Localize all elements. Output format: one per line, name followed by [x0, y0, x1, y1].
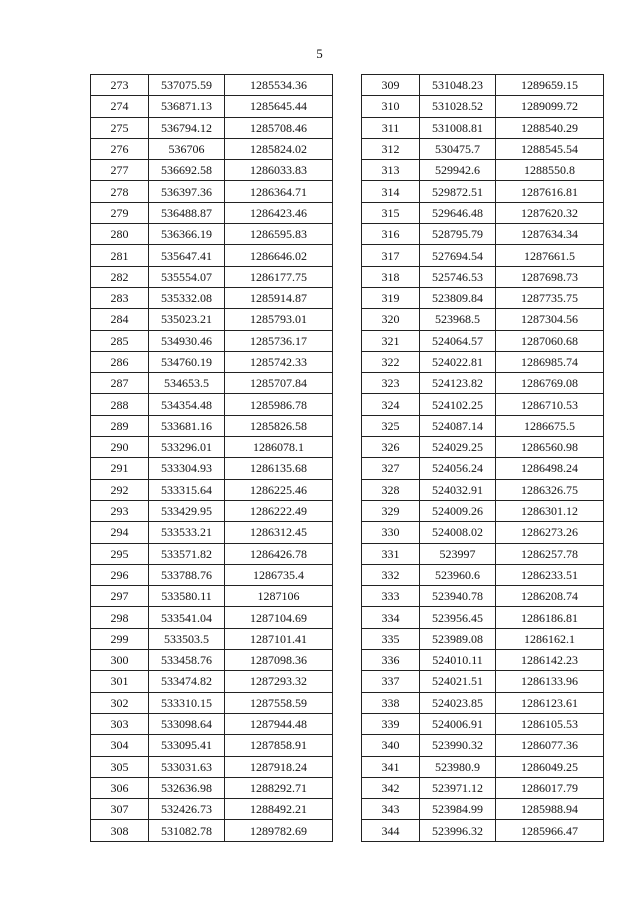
y-coordinate-cell: 1285793.01	[225, 309, 333, 330]
table-row	[91, 692, 333, 713]
y-coordinate-cell: 1288292.71	[225, 777, 333, 798]
table-row	[91, 820, 333, 841]
x-coordinate-cell: 527694.54	[420, 245, 496, 266]
table-row	[91, 756, 333, 777]
point-number-cell: 282	[91, 266, 149, 287]
point-number-cell: 336	[362, 650, 420, 671]
x-coordinate-cell: 533571.82	[149, 543, 225, 564]
x-coordinate-cell: 523984.99	[420, 799, 496, 820]
point-number-cell: 323	[362, 373, 420, 394]
x-coordinate-cell: 533315.64	[149, 479, 225, 500]
table-row	[362, 500, 604, 521]
x-coordinate-cell: 533474.82	[149, 671, 225, 692]
y-coordinate-cell: 1287558.59	[225, 692, 333, 713]
y-coordinate-cell: 1286769.08	[496, 373, 604, 394]
table-row	[91, 245, 333, 266]
y-coordinate-cell: 1286426.78	[225, 543, 333, 564]
x-coordinate-cell: 529646.48	[420, 202, 496, 223]
y-coordinate-cell: 1287304.56	[496, 309, 604, 330]
y-coordinate-cell: 1285986.78	[225, 394, 333, 415]
y-coordinate-cell: 1286225.46	[225, 479, 333, 500]
x-coordinate-cell: 535647.41	[149, 245, 225, 266]
point-number-cell: 322	[362, 351, 420, 372]
table-row	[362, 224, 604, 245]
table-row	[362, 330, 604, 351]
table-row	[91, 500, 333, 521]
point-number-cell: 300	[91, 650, 149, 671]
table-row	[362, 117, 604, 138]
y-coordinate-cell: 1287944.48	[225, 713, 333, 734]
y-coordinate-cell: 1286186.81	[496, 607, 604, 628]
x-coordinate-cell: 523989.08	[420, 628, 496, 649]
x-coordinate-cell: 523968.5	[420, 309, 496, 330]
x-coordinate-cell: 524022.81	[420, 351, 496, 372]
x-coordinate-cell: 535332.08	[149, 287, 225, 308]
y-coordinate-cell: 1288550.8	[496, 160, 604, 181]
point-number-cell: 331	[362, 543, 420, 564]
y-coordinate-cell: 1286078.1	[225, 437, 333, 458]
point-number-cell: 278	[91, 181, 149, 202]
y-coordinate-cell: 1286033.83	[225, 160, 333, 181]
point-number-cell: 280	[91, 224, 149, 245]
point-number-cell: 283	[91, 287, 149, 308]
x-coordinate-cell: 530475.7	[420, 138, 496, 159]
table-row	[91, 266, 333, 287]
point-number-cell: 314	[362, 181, 420, 202]
table-row	[362, 351, 604, 372]
table-row	[91, 351, 333, 372]
x-coordinate-cell: 524006.91	[420, 713, 496, 734]
point-number-cell: 294	[91, 522, 149, 543]
y-coordinate-cell: 1286162.1	[496, 628, 604, 649]
table-row	[362, 415, 604, 436]
point-number-cell: 289	[91, 415, 149, 436]
table-row	[362, 671, 604, 692]
table-row	[362, 713, 604, 734]
point-number-cell: 339	[362, 713, 420, 734]
table-row	[362, 75, 604, 96]
x-coordinate-cell: 523956.45	[420, 607, 496, 628]
table-row	[91, 479, 333, 500]
y-coordinate-cell: 1286646.02	[225, 245, 333, 266]
point-number-cell: 310	[362, 96, 420, 117]
y-coordinate-cell: 1287060.68	[496, 330, 604, 351]
point-number-cell: 330	[362, 522, 420, 543]
point-number-cell: 324	[362, 394, 420, 415]
x-coordinate-cell: 534653.5	[149, 373, 225, 394]
y-coordinate-cell: 1287106	[225, 586, 333, 607]
y-coordinate-cell: 1286177.75	[225, 266, 333, 287]
table-row	[91, 564, 333, 585]
point-number-cell: 321	[362, 330, 420, 351]
table-row	[362, 479, 604, 500]
x-coordinate-cell: 524021.51	[420, 671, 496, 692]
y-coordinate-cell: 1286326.75	[496, 479, 604, 500]
point-number-cell: 304	[91, 735, 149, 756]
table-row	[362, 437, 604, 458]
x-coordinate-cell: 533031.63	[149, 756, 225, 777]
y-coordinate-cell: 1287101.41	[225, 628, 333, 649]
point-number-cell: 320	[362, 309, 420, 330]
point-number-cell: 329	[362, 500, 420, 521]
point-number-cell: 332	[362, 564, 420, 585]
point-number-cell: 343	[362, 799, 420, 820]
x-coordinate-cell: 533098.64	[149, 713, 225, 734]
table-row	[362, 202, 604, 223]
y-coordinate-cell: 1287661.5	[496, 245, 604, 266]
point-number-cell: 298	[91, 607, 149, 628]
x-coordinate-cell: 535554.07	[149, 266, 225, 287]
x-coordinate-cell: 533296.01	[149, 437, 225, 458]
x-coordinate-cell: 523940.78	[420, 586, 496, 607]
y-coordinate-cell: 1286710.53	[496, 394, 604, 415]
point-number-cell: 286	[91, 351, 149, 372]
point-number-cell: 290	[91, 437, 149, 458]
table-row	[91, 415, 333, 436]
table-row	[91, 607, 333, 628]
x-coordinate-cell: 533541.04	[149, 607, 225, 628]
table-row	[362, 394, 604, 415]
table-row	[91, 138, 333, 159]
point-number-cell: 340	[362, 735, 420, 756]
table-row	[91, 373, 333, 394]
x-coordinate-cell: 533681.16	[149, 415, 225, 436]
x-coordinate-cell: 531082.78	[149, 820, 225, 841]
y-coordinate-cell: 1286017.79	[496, 777, 604, 798]
y-coordinate-cell: 1285914.87	[225, 287, 333, 308]
coordinates-table-left	[90, 74, 333, 842]
point-number-cell: 342	[362, 777, 420, 798]
point-number-cell: 328	[362, 479, 420, 500]
table-row	[91, 96, 333, 117]
table-row	[362, 181, 604, 202]
y-coordinate-cell: 1287098.36	[225, 650, 333, 671]
y-coordinate-cell: 1286675.5	[496, 415, 604, 436]
point-number-cell: 311	[362, 117, 420, 138]
point-number-cell: 337	[362, 671, 420, 692]
table-row	[362, 309, 604, 330]
y-coordinate-cell: 1286049.25	[496, 756, 604, 777]
table-row	[362, 756, 604, 777]
point-number-cell: 306	[91, 777, 149, 798]
y-coordinate-cell: 1287735.75	[496, 287, 604, 308]
x-coordinate-cell: 532636.98	[149, 777, 225, 798]
x-coordinate-cell: 536366.19	[149, 224, 225, 245]
x-coordinate-cell: 533095.41	[149, 735, 225, 756]
x-coordinate-cell: 523980.9	[420, 756, 496, 777]
point-number-cell: 279	[91, 202, 149, 223]
y-coordinate-cell: 1287698.73	[496, 266, 604, 287]
y-coordinate-cell: 1287620.32	[496, 202, 604, 223]
table-row	[362, 735, 604, 756]
point-number-cell: 334	[362, 607, 420, 628]
x-coordinate-cell: 533310.15	[149, 692, 225, 713]
x-coordinate-cell: 536706	[149, 138, 225, 159]
table-row	[362, 692, 604, 713]
point-number-cell: 326	[362, 437, 420, 458]
y-coordinate-cell: 1285742.33	[225, 351, 333, 372]
page-number: 5	[316, 46, 323, 61]
x-coordinate-cell: 536871.13	[149, 96, 225, 117]
table-row	[91, 799, 333, 820]
point-number-cell: 301	[91, 671, 149, 692]
point-number-cell: 315	[362, 202, 420, 223]
x-coordinate-cell: 533788.76	[149, 564, 225, 585]
table-row	[91, 330, 333, 351]
table-row	[362, 777, 604, 798]
y-coordinate-cell: 1288540.29	[496, 117, 604, 138]
table-row	[362, 607, 604, 628]
x-coordinate-cell: 524010.11	[420, 650, 496, 671]
x-coordinate-cell: 529872.51	[420, 181, 496, 202]
x-coordinate-cell: 531048.23	[420, 75, 496, 96]
x-coordinate-cell: 535023.21	[149, 309, 225, 330]
table-row	[362, 628, 604, 649]
table-row	[362, 543, 604, 564]
x-coordinate-cell: 532426.73	[149, 799, 225, 820]
table-row	[362, 96, 604, 117]
x-coordinate-cell: 533533.21	[149, 522, 225, 543]
y-coordinate-cell: 1287634.34	[496, 224, 604, 245]
y-coordinate-cell: 1289099.72	[496, 96, 604, 117]
x-coordinate-cell: 531028.52	[420, 96, 496, 117]
y-coordinate-cell: 1285708.46	[225, 117, 333, 138]
x-coordinate-cell: 536397.36	[149, 181, 225, 202]
point-number-cell: 341	[362, 756, 420, 777]
x-coordinate-cell: 533458.76	[149, 650, 225, 671]
y-coordinate-cell: 1286364.71	[225, 181, 333, 202]
y-coordinate-cell: 1286560.98	[496, 437, 604, 458]
x-coordinate-cell: 528795.79	[420, 224, 496, 245]
y-coordinate-cell: 1287858.91	[225, 735, 333, 756]
x-coordinate-cell: 525746.53	[420, 266, 496, 287]
x-coordinate-cell: 533429.95	[149, 500, 225, 521]
point-number-cell: 325	[362, 415, 420, 436]
table-row	[91, 309, 333, 330]
point-number-cell: 295	[91, 543, 149, 564]
point-number-cell: 296	[91, 564, 149, 585]
x-coordinate-cell: 524009.26	[420, 500, 496, 521]
y-coordinate-cell: 1286233.51	[496, 564, 604, 585]
x-coordinate-cell: 536488.87	[149, 202, 225, 223]
x-coordinate-cell: 523996.32	[420, 820, 496, 841]
table-row	[91, 224, 333, 245]
table-row	[91, 117, 333, 138]
x-coordinate-cell: 536794.12	[149, 117, 225, 138]
y-coordinate-cell: 1285966.47	[496, 820, 604, 841]
x-coordinate-cell: 533304.93	[149, 458, 225, 479]
table-row	[91, 75, 333, 96]
point-number-cell: 338	[362, 692, 420, 713]
table-row	[91, 735, 333, 756]
y-coordinate-cell: 1287104.69	[225, 607, 333, 628]
table-row	[91, 713, 333, 734]
y-coordinate-cell: 1288492.21	[225, 799, 333, 820]
table-row	[362, 799, 604, 820]
x-coordinate-cell: 524064.57	[420, 330, 496, 351]
point-number-cell: 275	[91, 117, 149, 138]
x-coordinate-cell: 524123.82	[420, 373, 496, 394]
point-number-cell: 303	[91, 713, 149, 734]
point-number-cell: 319	[362, 287, 420, 308]
y-coordinate-cell: 1286423.46	[225, 202, 333, 223]
x-coordinate-cell: 537075.59	[149, 75, 225, 96]
x-coordinate-cell: 534354.48	[149, 394, 225, 415]
y-coordinate-cell: 1287918.24	[225, 756, 333, 777]
point-number-cell: 292	[91, 479, 149, 500]
y-coordinate-cell: 1285645.44	[225, 96, 333, 117]
x-coordinate-cell: 536692.58	[149, 160, 225, 181]
x-coordinate-cell: 524087.14	[420, 415, 496, 436]
table-row	[91, 458, 333, 479]
table-row	[362, 266, 604, 287]
table-row	[91, 437, 333, 458]
x-coordinate-cell: 534930.46	[149, 330, 225, 351]
table-row	[91, 287, 333, 308]
y-coordinate-cell: 1286312.45	[225, 522, 333, 543]
table-row	[362, 650, 604, 671]
table-row	[91, 522, 333, 543]
table-row	[91, 160, 333, 181]
y-coordinate-cell: 1286077.36	[496, 735, 604, 756]
point-number-cell: 293	[91, 500, 149, 521]
point-number-cell: 318	[362, 266, 420, 287]
coordinates-table-right	[361, 74, 604, 842]
x-coordinate-cell: 524029.25	[420, 437, 496, 458]
table-row	[362, 820, 604, 841]
x-coordinate-cell: 529942.6	[420, 160, 496, 181]
point-number-cell: 316	[362, 224, 420, 245]
y-coordinate-cell: 1286273.26	[496, 522, 604, 543]
x-coordinate-cell: 523990.32	[420, 735, 496, 756]
point-number-cell: 284	[91, 309, 149, 330]
point-number-cell: 276	[91, 138, 149, 159]
y-coordinate-cell: 1285988.94	[496, 799, 604, 820]
point-number-cell: 312	[362, 138, 420, 159]
y-coordinate-cell: 1286498.24	[496, 458, 604, 479]
y-coordinate-cell: 1285736.17	[225, 330, 333, 351]
point-number-cell: 344	[362, 820, 420, 841]
y-coordinate-cell: 1289659.15	[496, 75, 604, 96]
x-coordinate-cell: 523997	[420, 543, 496, 564]
x-coordinate-cell: 534760.19	[149, 351, 225, 372]
y-coordinate-cell: 1286123.61	[496, 692, 604, 713]
point-number-cell: 305	[91, 756, 149, 777]
point-number-cell: 313	[362, 160, 420, 181]
y-coordinate-cell: 1286257.78	[496, 543, 604, 564]
point-number-cell: 288	[91, 394, 149, 415]
y-coordinate-cell: 1285824.02	[225, 138, 333, 159]
table-row	[91, 394, 333, 415]
y-coordinate-cell: 1288545.54	[496, 138, 604, 159]
table-row	[91, 628, 333, 649]
y-coordinate-cell: 1286985.74	[496, 351, 604, 372]
y-coordinate-cell: 1289782.69	[225, 820, 333, 841]
y-coordinate-cell: 1285826.58	[225, 415, 333, 436]
table-row	[91, 586, 333, 607]
point-number-cell: 273	[91, 75, 149, 96]
point-number-cell: 327	[362, 458, 420, 479]
y-coordinate-cell: 1286222.49	[225, 500, 333, 521]
x-coordinate-cell: 524102.25	[420, 394, 496, 415]
point-number-cell: 274	[91, 96, 149, 117]
x-coordinate-cell: 533503.5	[149, 628, 225, 649]
y-coordinate-cell: 1286142.23	[496, 650, 604, 671]
table-row	[362, 564, 604, 585]
table-row	[362, 522, 604, 543]
y-coordinate-cell: 1285707.84	[225, 373, 333, 394]
x-coordinate-cell: 523971.12	[420, 777, 496, 798]
table-row	[362, 138, 604, 159]
y-coordinate-cell: 1286301.12	[496, 500, 604, 521]
point-number-cell: 287	[91, 373, 149, 394]
point-number-cell: 277	[91, 160, 149, 181]
y-coordinate-cell: 1286135.68	[225, 458, 333, 479]
x-coordinate-cell: 524056.24	[420, 458, 496, 479]
y-coordinate-cell: 1286208.74	[496, 586, 604, 607]
point-number-cell: 309	[362, 75, 420, 96]
x-coordinate-cell: 531008.81	[420, 117, 496, 138]
x-coordinate-cell: 524023.85	[420, 692, 496, 713]
table-row	[91, 777, 333, 798]
table-row	[362, 586, 604, 607]
x-coordinate-cell: 524032.91	[420, 479, 496, 500]
point-number-cell: 307	[91, 799, 149, 820]
point-number-cell: 302	[91, 692, 149, 713]
point-number-cell: 308	[91, 820, 149, 841]
point-number-cell: 335	[362, 628, 420, 649]
point-number-cell: 297	[91, 586, 149, 607]
x-coordinate-cell: 524008.02	[420, 522, 496, 543]
y-coordinate-cell: 1286735.4	[225, 564, 333, 585]
point-number-cell: 333	[362, 586, 420, 607]
table-row	[362, 373, 604, 394]
x-coordinate-cell: 523960.6	[420, 564, 496, 585]
x-coordinate-cell: 523809.84	[420, 287, 496, 308]
x-coordinate-cell: 533580.11	[149, 586, 225, 607]
y-coordinate-cell: 1287293.32	[225, 671, 333, 692]
y-coordinate-cell: 1286105.53	[496, 713, 604, 734]
point-number-cell: 299	[91, 628, 149, 649]
y-coordinate-cell: 1286133.96	[496, 671, 604, 692]
table-row	[91, 650, 333, 671]
table-row	[91, 181, 333, 202]
point-number-cell: 291	[91, 458, 149, 479]
table-row	[362, 458, 604, 479]
table-row	[91, 202, 333, 223]
point-number-cell: 285	[91, 330, 149, 351]
point-number-cell: 317	[362, 245, 420, 266]
point-number-cell: 281	[91, 245, 149, 266]
y-coordinate-cell: 1287616.81	[496, 181, 604, 202]
table-row	[91, 543, 333, 564]
table-row	[362, 287, 604, 308]
y-coordinate-cell: 1286595.83	[225, 224, 333, 245]
y-coordinate-cell: 1285534.36	[225, 75, 333, 96]
table-row	[91, 671, 333, 692]
table-row	[362, 160, 604, 181]
table-row	[362, 245, 604, 266]
